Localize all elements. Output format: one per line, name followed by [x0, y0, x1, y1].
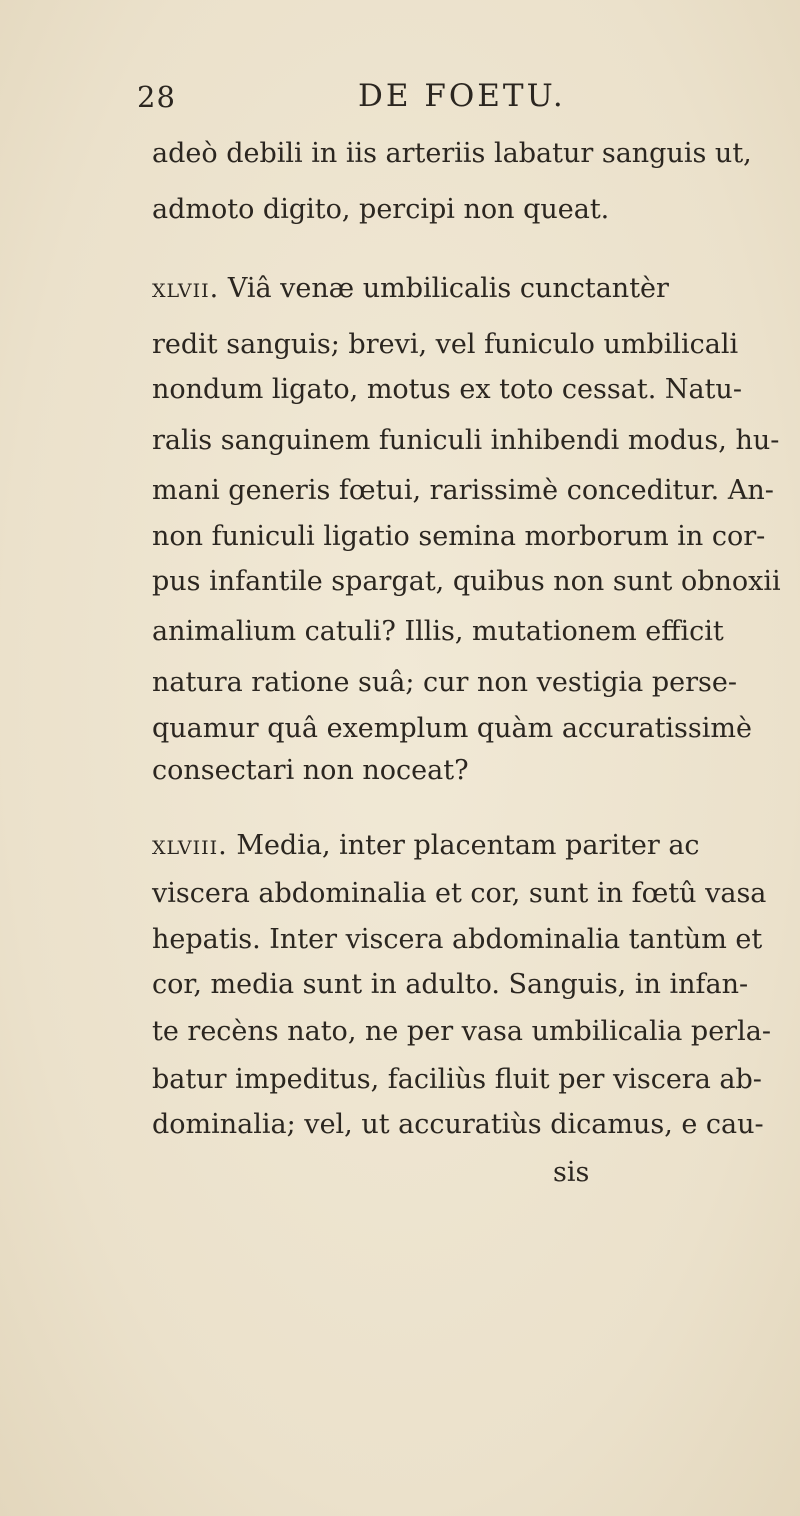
text-line: batur impeditus, faciliùs fluit per viscera ab-	[152, 1064, 762, 1095]
text-line: hepatis. Inter viscera abdominalia tantùm et	[152, 924, 763, 955]
text-line: quamur quâ exemplum quàm accuratissimè	[152, 713, 752, 744]
text-line: nondum ligato, motus ex toto cessat. Natu-	[152, 374, 742, 405]
catchword: sis	[553, 1157, 590, 1188]
text-line: dominalia; vel, ut accuratiùs dicamus, e cau-	[152, 1109, 764, 1140]
text-line: natura ratione suâ; cur non vestigia perse-	[152, 667, 737, 698]
page-number: 28	[137, 80, 176, 114]
text-line: admoto digito, percipi non queat.	[152, 194, 610, 225]
text-line: Viâ venæ umbilicalis cunctantèr	[227, 273, 669, 304]
running-title: DE FOETU.	[358, 78, 566, 114]
text-line: redit sanguis; brevi, vel funiculo umbilicali	[152, 329, 739, 360]
text-line: adeò debili in iis arteriis labatur sanguis ut,	[152, 138, 752, 169]
paragraph-number: xlvii.	[152, 273, 220, 304]
text-line: Media, inter placentam pariter ac	[236, 830, 700, 861]
text-line: te recèns nato, ne per vasa umbilicalia perla-	[152, 1016, 771, 1047]
text-line: mani generis fœtui, rarissimè conceditur. An-	[152, 475, 774, 506]
paragraph-number: xlviii.	[152, 830, 228, 861]
text-line: ralis sanguinem funiculi inhibendi modus, hu-	[152, 425, 780, 456]
text-line: consectari non noceat?	[152, 755, 469, 786]
paragraph-line-numbered	[152, 830, 700, 861]
text-line: non funiculi ligatio semina morborum in cor-	[152, 521, 766, 552]
text-line: animalium catuli? Illis, mutationem efficit	[152, 616, 724, 647]
text-line: viscera abdominalia et cor, sunt in fœtû vasa	[152, 878, 767, 909]
paragraph-line-numbered	[152, 273, 669, 304]
text-line: pus infantile spargat, quibus non sunt obnoxii	[152, 566, 781, 597]
text-line: cor, media sunt in adulto. Sanguis, in infan-	[152, 969, 749, 1000]
